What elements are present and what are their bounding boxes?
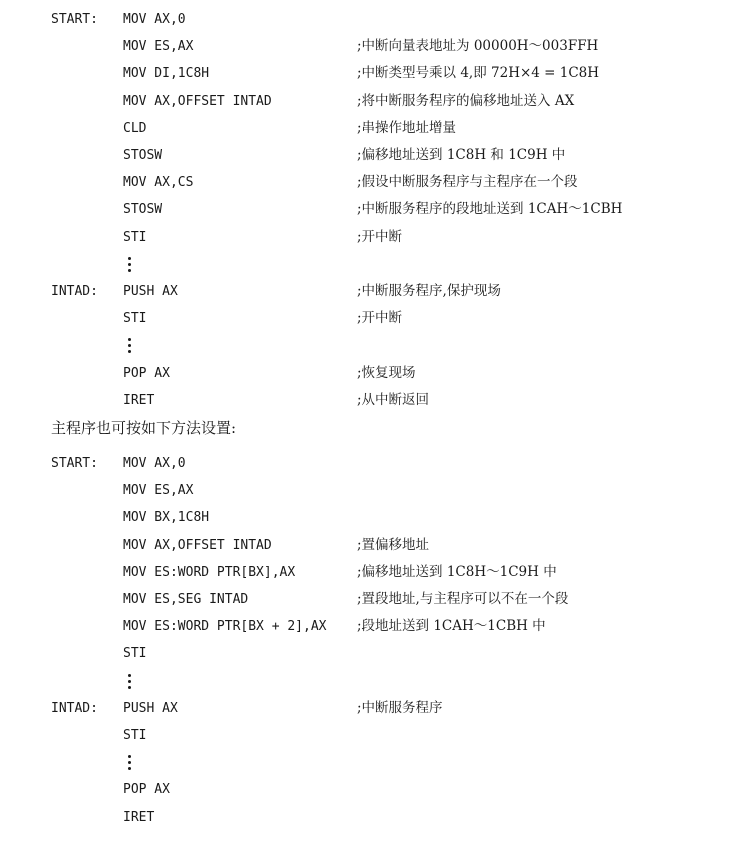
- ellipsis-line: [0, 332, 739, 359]
- code-comment: ;偏移地址送到 1C8H 和 1C9H 中: [357, 147, 566, 163]
- code-comment: ;中断服务程序,保护现场: [357, 283, 501, 299]
- vertical-ellipsis-icon: [128, 672, 132, 692]
- instruction: MOV AX,0: [123, 456, 186, 471]
- code-comment: ;中断类型号乘以 4,即 72H×4 = 1C8H: [357, 65, 600, 82]
- instruction: MOV ES,AX: [123, 483, 194, 499]
- vertical-ellipsis-icon: [128, 753, 132, 773]
- instruction: MOV ES,SEG INTAD: [123, 592, 249, 607]
- code-line: [0, 224, 739, 251]
- instruction: STI: [123, 728, 147, 743]
- code-line: [0, 695, 739, 722]
- instruction: IRET: [123, 392, 155, 408]
- code-comment: ;中断服务程序的段地址送到 1CAH～1CBH: [357, 201, 623, 218]
- code-comment: ;中断向量表地址为 00000H～003FFH: [357, 38, 599, 55]
- code-line: [0, 804, 739, 831]
- code-comment: ;从中断返回: [357, 391, 430, 408]
- ellipsis-line: [0, 668, 739, 695]
- code-line: [0, 142, 739, 169]
- code-label: START:: [51, 456, 98, 471]
- code-comment: ;段地址送到 1CAH～1CBH 中: [357, 618, 546, 635]
- instruction: MOV DI,1C8H: [123, 66, 210, 82]
- body-paragraph: 主程序也可按如下方法设置:: [51, 419, 237, 437]
- vertical-ellipsis-icon: [128, 336, 132, 356]
- code-comment: ;将中断服务程序的偏移地址送入 AX: [357, 92, 575, 109]
- code-line: [0, 532, 739, 559]
- code-line: [0, 196, 739, 223]
- code-label: INTAD:: [51, 700, 98, 716]
- code-line: [0, 586, 739, 613]
- code-line: [0, 60, 739, 87]
- instruction: STI: [123, 311, 147, 327]
- instruction: MOV AX,CS: [123, 175, 194, 191]
- code-line: [0, 305, 739, 332]
- instruction: POP AX: [123, 782, 170, 798]
- code-comment: ;假设中断服务程序与主程序在一个段: [357, 174, 578, 191]
- code-line: [0, 278, 739, 305]
- code-comment: ;开中断: [357, 228, 403, 245]
- code-line: [0, 559, 739, 586]
- code-comment: ;置偏移地址: [357, 536, 430, 553]
- code-comment: ;开中断: [357, 310, 403, 327]
- instruction: MOV ES:WORD PTR[BX],AX: [123, 564, 296, 580]
- instruction: POP AX: [123, 365, 170, 381]
- instruction: MOV AX,0: [123, 12, 186, 27]
- instruction: STI: [123, 646, 147, 662]
- instruction: PUSH AX: [123, 284, 178, 299]
- code-label: INTAD:: [51, 284, 98, 299]
- code-line: [0, 613, 739, 640]
- code-line: [0, 6, 739, 33]
- instruction: STI: [123, 229, 147, 245]
- code-comment: ;置段地址,与主程序可以不在一个段: [357, 591, 569, 607]
- code-label: START:: [51, 12, 98, 27]
- instruction: PUSH AX: [123, 700, 178, 716]
- code-line: [0, 450, 739, 477]
- code-comment: ;串操作地址增量: [357, 119, 457, 136]
- code-line: [0, 387, 739, 414]
- ellipsis-line: [0, 251, 739, 278]
- instruction: MOV ES,AX: [123, 39, 194, 55]
- code-line: [0, 33, 739, 60]
- vertical-ellipsis-icon: [128, 255, 132, 275]
- code-line: [0, 477, 739, 504]
- instruction: MOV AX,OFFSET INTAD: [123, 537, 272, 553]
- code-line: [0, 504, 739, 531]
- code-line: [0, 360, 739, 387]
- instruction: MOV AX,OFFSET INTAD: [123, 93, 272, 109]
- code-line: [0, 115, 739, 142]
- instruction: MOV BX,1C8H: [123, 510, 210, 526]
- instruction: STOSW: [123, 148, 163, 163]
- code-line: [0, 722, 739, 749]
- instruction: CLD: [123, 120, 147, 136]
- code-line: [0, 776, 739, 803]
- instruction: STOSW: [123, 202, 163, 218]
- instruction: IRET: [123, 809, 155, 825]
- code-comment: ;恢复现场: [357, 364, 416, 381]
- code-line: [0, 169, 739, 196]
- code-comment: ;偏移地址送到 1C8H～1C9H 中: [357, 563, 557, 580]
- code-line: [0, 88, 739, 115]
- code-comment: ;中断服务程序: [357, 699, 443, 716]
- instruction: MOV ES:WORD PTR[BX + 2],AX: [123, 619, 327, 635]
- ellipsis-line: [0, 749, 739, 776]
- code-line: [0, 640, 739, 667]
